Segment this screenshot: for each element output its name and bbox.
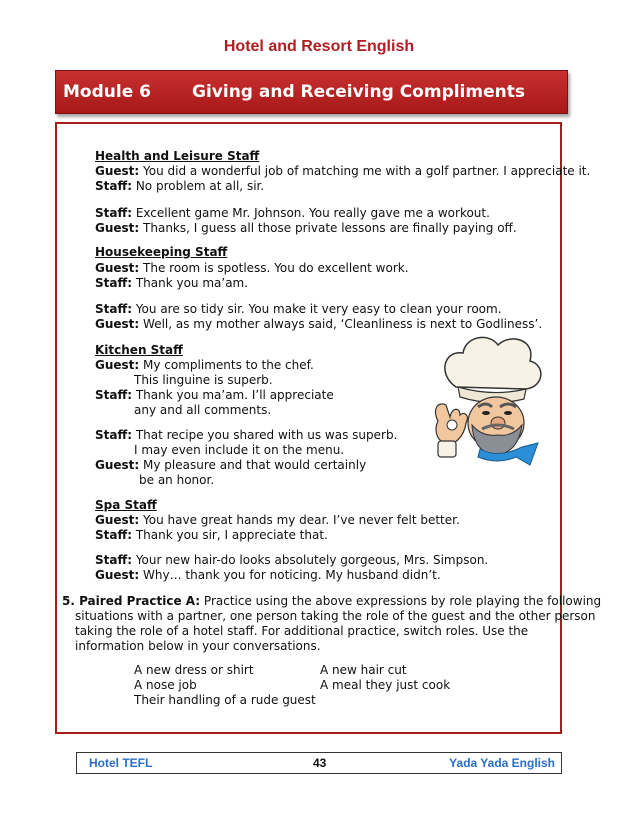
practice-instruction: situations with a partner, one person taking the role of the guest and the other person [75, 609, 596, 623]
dialogue-line: Staff: Thank you sir, I appreciate that. [95, 528, 328, 542]
practice-item: A new hair cut [320, 663, 407, 677]
practice-instruction: taking the role of a hotel staff. For additional practice, switch roles. Use the [75, 624, 529, 638]
document-title: Hotel and Resort English [223, 38, 415, 55]
page-number: 43 [313, 756, 327, 770]
dialogue-line: Guest: Why… thank you for noticing. My husband didn’t. [95, 568, 441, 582]
footer-left: Hotel TEFL [89, 756, 153, 770]
section-heading: Housekeeping Staff [95, 245, 228, 259]
page-footer [76, 752, 562, 774]
dialogue-line: Staff: Excellent game Mr. Johnson. You really gave me a workout. [95, 206, 490, 220]
dialogue-line: Guest: You did a wonderful job of matching me with a golf partner. I appreciate it. [95, 164, 591, 178]
module-number: Module 6 [63, 82, 151, 102]
practice-instruction: 5. Paired Practice A: Practice using the above expressions by role playing the following [62, 594, 602, 608]
practice-instruction: information below in your conversations. [75, 639, 321, 653]
dialogue-line: any and all comments. [134, 403, 272, 417]
footer-right: Yada Yada English [449, 756, 555, 770]
practice-item: A new dress or shirt [134, 663, 254, 677]
chef-ok-gesture-icon [418, 325, 568, 475]
module-banner [55, 70, 568, 114]
dialogue-line: Staff: No problem at all, sir. [95, 179, 265, 193]
dialogue-line: I may even include it on the menu. [134, 443, 345, 457]
dialogue-line: Guest: My compliments to the chef. [95, 358, 314, 372]
dialogue-line: Guest: The room is spotless. You do excellent work. [95, 261, 409, 275]
section-heading: Kitchen Staff [95, 343, 183, 357]
dialogue-line: Guest: Thanks, I guess all those private lessons are finally paying off. [95, 221, 517, 235]
dialogue-line: be an honor. [139, 473, 215, 487]
dialogue-line: Staff: That recipe you shared with us was superb. [95, 428, 398, 442]
dialogue-line: Staff: Thank you ma’am. I’ll appreciate [95, 388, 334, 402]
dialogue-line: Guest: Well, as my mother always said, ‘Cleanliness is next to Godliness’. [95, 317, 543, 331]
dialogue-line: This linguine is superb. [134, 373, 273, 387]
dialogue-line: Staff: Thank you ma’am. [95, 276, 249, 290]
practice-item: A meal they just cook [320, 678, 451, 692]
dialogue-line: Guest: You have great hands my dear. I’ve never felt better. [95, 513, 460, 527]
dialogue-line: Staff: Your new hair-do looks absolutely gorgeous, Mrs. Simpson. [95, 553, 489, 567]
section-heading: Spa Staff [95, 498, 157, 512]
practice-item: Their handling of a rude guest [134, 693, 316, 707]
module-topic: Giving and Receiving Compliments [192, 82, 525, 102]
section-heading: Health and Leisure Staff [95, 149, 260, 163]
dialogue-line: Staff: You are so tidy sir. You make it very easy to clean your room. [95, 302, 502, 316]
practice-item: A nose job [134, 678, 197, 692]
dialogue-line: Guest: My pleasure and that would certainly [95, 458, 367, 472]
